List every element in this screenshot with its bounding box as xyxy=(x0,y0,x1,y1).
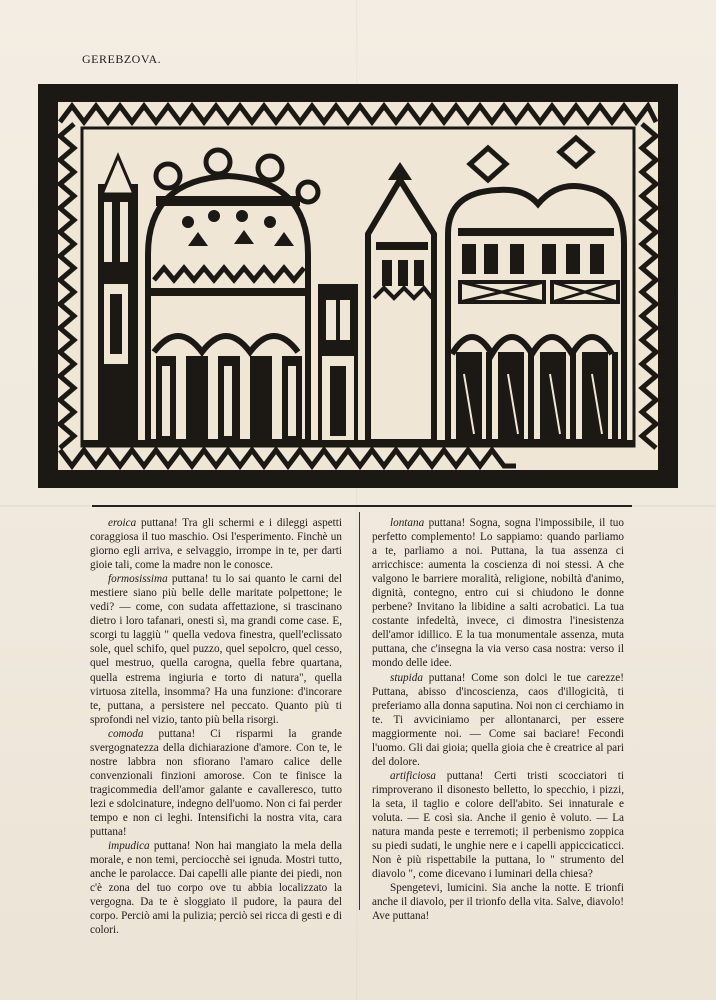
column-separator xyxy=(359,512,360,910)
paragraph-artificiosa: artificiosa puttana! Certi tristi scocciatori ti rimproverano il disonesto belletto, lo specchio, i pizzi, la seta, il taglio e colore dell'abito. Sei innaturale e voluta. — E così sia. Anche il genio è voluto. — La natura manda peste e terremoti; il perbenismo zoppica su piedi sudati, le unghie nere e i capelli appiccicaticci. Non è più rispettabile la puttana, lo " strumento del diavolo ", come dicevano i luminari della chiesa? xyxy=(372,769,624,881)
paragraph-eroica: eroica puttana! Tra gli schermi e i dileggi aspetti coraggiosa il tuo maschio. Osi l'esperimento. Finchè un giorno egli arriva, e selvaggio, irrompe in te, per darti gioie tali, come la madre non le conosce. xyxy=(90,517,342,572)
paragraph-closing: Spengetevi, lumicini. Sia anche la notte. E trionfi anche il diavolo, per il trionfo della vita. Salve, diavolo! Ave puttana! xyxy=(372,882,624,923)
paragraph-impudica: impudica puttana! Non hai mangiato la mela della morale, e non temi, perciocchè sei ignuda. Mostri tutto, anche le parolacce. Dai capelli alle piante dei piedi, non c'è zona del tuo corpo ove tu abbia localizzato la vergogna. Da te è sloggiato il pudore, la paura del corpo. Perciò ami la pulizia; perciò sei ricca di gesti e di colori. xyxy=(90,840,342,937)
paragraph-lontana: lontana puttana! Sogna, sogna l'impossibile, il tuo perfetto complemento! Lo sappiamo: quando parliamo a te, parliamo a noi. Puttana, la tua assenza ci arricchisce: aumenta la coscienza di noi stessi. A che valgono le barriere moralità, religione, nobiltà d'animo, dignità, contegno, entro cui si chiudono le donne perbene? Invitano la libidine a salti acrobatici. La tua costante infedeltà, invece, ci dimostra l'inesistenza dell'amor idillico. E la tua monumentale assenza, muta puttana, che c'insegna la via verso casa nostra: verso il mondo delle idee. xyxy=(372,517,624,670)
running-header: GEREBZOVA. xyxy=(82,52,162,66)
paragraph-stupida: stupida puttana! Come son dolci le tue carezze! Puttana, abisso d'incoscienza, caos d'illogicità, ti preferiamo alla donna saputina. Noi non ci cerchiamo in te. Ti avviciniamo per allontanarci, per essere maggiormente noi. — Come sai baciare! Fecondi l'uomo. Gli dai gioia; quella gioia che è creatrice al pari del dolore. xyxy=(372,671,624,768)
paragraph-formosissima: formosissima puttana! tu lo sai quanto le carni del mestiere siano più belle delle maritate polpettone; le vedi? — come, con sudata affettazione, si trascinano dietro i loro tafanari, onesti sì, ma grandi come case. E, scorgi tu laggiù " quella vedova finestra, quell'eclissato sole, quel schifo, quel puzzo, quel sepolcro, quel cesso, quel mestruo, quella carogna, quella febre quartana, quella estrema ingiuria e torto di natura", quella virtuosa zitella, insomma? Ha una funzione: d'incorare te, puttana, a persistere nel peccato. Quanto più ti sprofondi nel vizio, tanto più bella risorgi. xyxy=(90,573,342,726)
paragraph-comoda: comoda puttana! Ci risparmi la grande svergognatezza della dichiarazione d'amore. Con te, le nostre labbra non sfiorano l'amaro calice delle convenzionali finzioni amorose. Con te finisce la tragicommedia dell'amor galante e cavalleresco, tutto lezi e sdolcinature, indegno dell'uomo. Non ci fai perder tempo e non ci leghi. Intensifichi la nostra vita, cara puttana! xyxy=(90,727,342,839)
woodcut-venice-architecture-icon xyxy=(38,84,678,488)
left-column xyxy=(90,516,342,937)
section-rule xyxy=(92,505,632,507)
right-column xyxy=(372,516,624,923)
